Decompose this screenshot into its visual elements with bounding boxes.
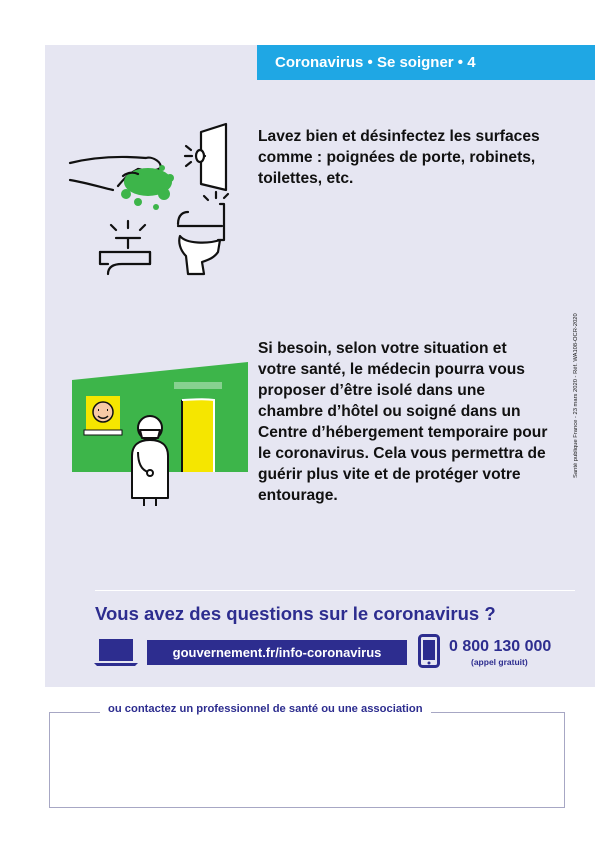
phone-number[interactable]: 0 800 130 000 — [449, 638, 552, 655]
disinfect-surfaces-illustration — [68, 118, 243, 283]
hotel-isolation-paragraph: Si besoin, selon votre situation et votre santé, le médecin pourra vous proposer d’être isolé dans une chambre d’hôtel ou soigné dans un Centre d’hébergement temporaire pour le coronavirus. Cela vous permettra de guérir plus vite et de protéger votre entourage. — [258, 340, 548, 504]
contact-label: ou contactez un professionnel de santé ou une association — [100, 703, 431, 715]
disinfect-paragraph: Lavez bien et désinfectez les surfaces comme : poignées de porte, robinets, toilettes, etc. — [258, 128, 540, 187]
document-reference: Santé publique France - 23 mars 2020 - Réf. WA108-OCR-2020 — [573, 313, 579, 478]
hotel-isolation-illustration — [72, 360, 252, 508]
header-title: Coronavirus • Se soigner • 4 — [257, 45, 595, 80]
info-url-link[interactable]: gouvernement.fr/info-coronavirus — [147, 640, 407, 665]
contact-box — [49, 712, 565, 808]
phone-icon — [418, 634, 440, 668]
phone-note: (appel gratuit) — [471, 657, 528, 667]
questions-heading: Vous avez des questions sur le coronavirus ? — [95, 603, 496, 624]
footer-divider — [95, 590, 575, 591]
laptop-icon — [93, 639, 139, 667]
